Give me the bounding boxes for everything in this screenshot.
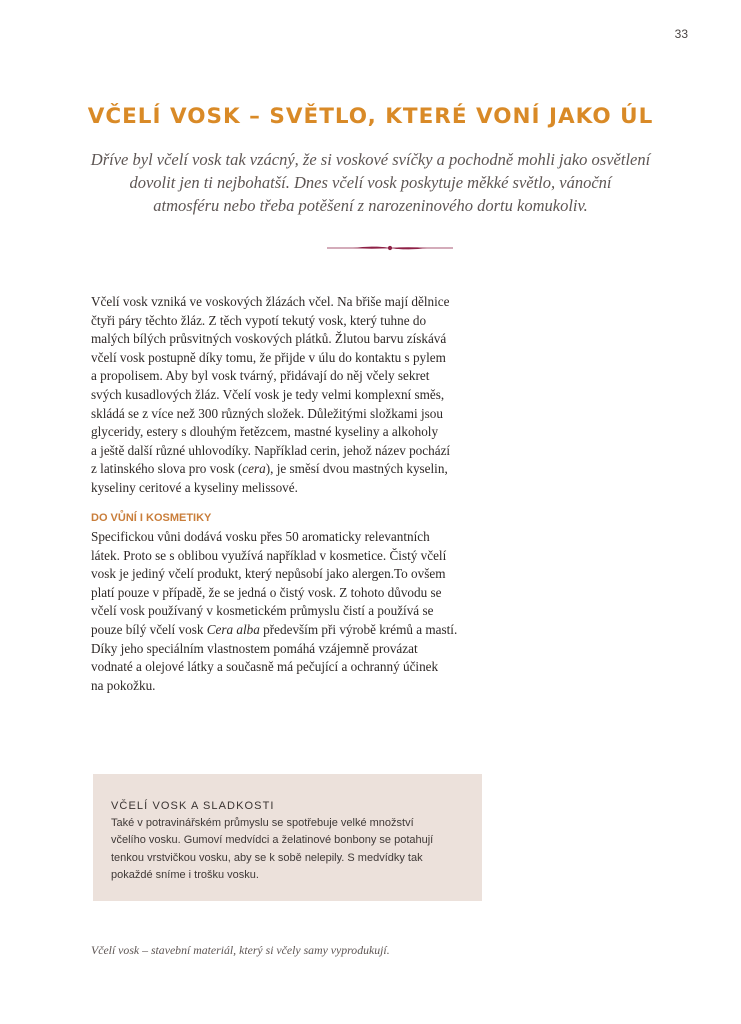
paragraph-line: [91, 460, 483, 479]
text-run: z latinského slova pro vosk (: [91, 461, 243, 477]
box-line: tenkou vrstvičkou vosku, aby se k sobě nelepily. S medvídky tak: [111, 851, 423, 864]
paragraph-line: glyceridy, estery s dlouhým řetězcem, mastné kyseliny a alkoholy: [91, 424, 439, 440]
box-line: pokaždé sníme i trošku vosku.: [111, 868, 259, 881]
paragraph-line: a ještě další různé uhlovodíky. Například cerin, jehož název pochází: [91, 442, 451, 458]
paragraph-line: svých kusadlových žláz. Včelí vosk je tedy velmi komplexní směs,: [91, 386, 445, 402]
intro-paragraph: [91, 293, 483, 498]
page-title: VČELÍ VOSK – SVĚTLO, KTERÉ VONÍ JAKO ÚL: [87, 104, 654, 129]
paragraph-line: vodnaté a olejové látky a současně má pečující a ochranný účinek: [91, 659, 439, 675]
paragraph-line: látek. Proto se s oblibou využívá například v kosmetice. Čistý včelí: [91, 547, 447, 563]
paragraph-line: malých bílých průsvitných voskových plátků. Žlutou barvu získává: [91, 331, 447, 347]
box-text: [111, 815, 471, 884]
box-line: Také v potravinářském průmyslu se spotřebuje velké množství: [111, 817, 414, 829]
paragraph-line: na pokožku.: [91, 677, 156, 693]
paragraph-line: Díky jeho speciálním vlastnostem pomáhá vzájemně provázat: [91, 640, 418, 656]
subtitle-line: dovolit jen ti nejbohatší. Dnes včelí vosk poskytuje měkké světlo, vánoční: [129, 173, 612, 192]
page-number: 33: [674, 27, 688, 41]
paragraph-line: Včelí vosk vzniká ve voskových žlázách včel. Na břiše mají dělnice: [91, 294, 450, 309]
paragraph-line: platí pouze v případě, že se jedná o čistý vosk. Z tohoto důvodu se: [91, 584, 442, 600]
italic-term: cera: [242, 461, 266, 477]
subtitle-line: atmosféru nebo třeba potěšení z narozeninového dortu komukoliv.: [153, 196, 588, 215]
text-run: především při výrobě krémů a mastí.: [259, 621, 458, 637]
image-caption: Včelí vosk – stavební materiál, který si včely samy vyprodukují.: [91, 943, 390, 957]
paragraph-line: čtyři páry těchto žláz. Z těch vypotí tekutý vosk, který tuhne do: [91, 312, 427, 328]
text-run: ), je směsí dvou mastných kyselin,: [265, 461, 448, 477]
paragraph-line: vosk je jediný včelí produkt, který nepůsobí jako alergen.To ovšem: [91, 566, 446, 582]
box-heading: VČELÍ VOSK A SLADKOSTI: [111, 800, 275, 812]
section-heading: DO VŮNÍ I KOSMETIKY: [91, 512, 212, 524]
paragraph-line: kyseliny ceritové a kyseliny melissové.: [91, 479, 298, 495]
paragraph-line: včelí vosk používaný v kosmetickém průmyslu čistí a používá se: [91, 603, 434, 619]
subtitle: [70, 148, 671, 217]
ornament-divider: [327, 242, 453, 254]
sidebar-box: [93, 774, 482, 901]
paragraph-line: Specifickou vůni dodává vosku přes 50 aromaticky relevantních: [91, 529, 430, 544]
cosmetics-paragraph: [91, 528, 483, 695]
subtitle-line: Dříve byl včelí vosk tak vzácný, že si voskové svíčky a pochodně mohli jako osvětlení: [90, 150, 651, 169]
paragraph-line: včelí vosk postupně díky tomu, že přijde v úlu do kontaktu s pylem: [91, 349, 446, 365]
paragraph-line: a propolisem. Aby byl vosk tvárný, přidávají do něj včely sekret: [91, 368, 430, 384]
paragraph-line: [91, 621, 483, 640]
italic-term: Cera alba: [206, 621, 260, 637]
text-run: pouze bílý včelí vosk: [91, 621, 207, 637]
paragraph-line: skládá se z více než 300 různých složek. Důležitými složkami jsou: [91, 405, 443, 421]
box-line: včelího vosku. Gumoví medvídci a želatinové bonbony se potahují: [111, 834, 434, 847]
